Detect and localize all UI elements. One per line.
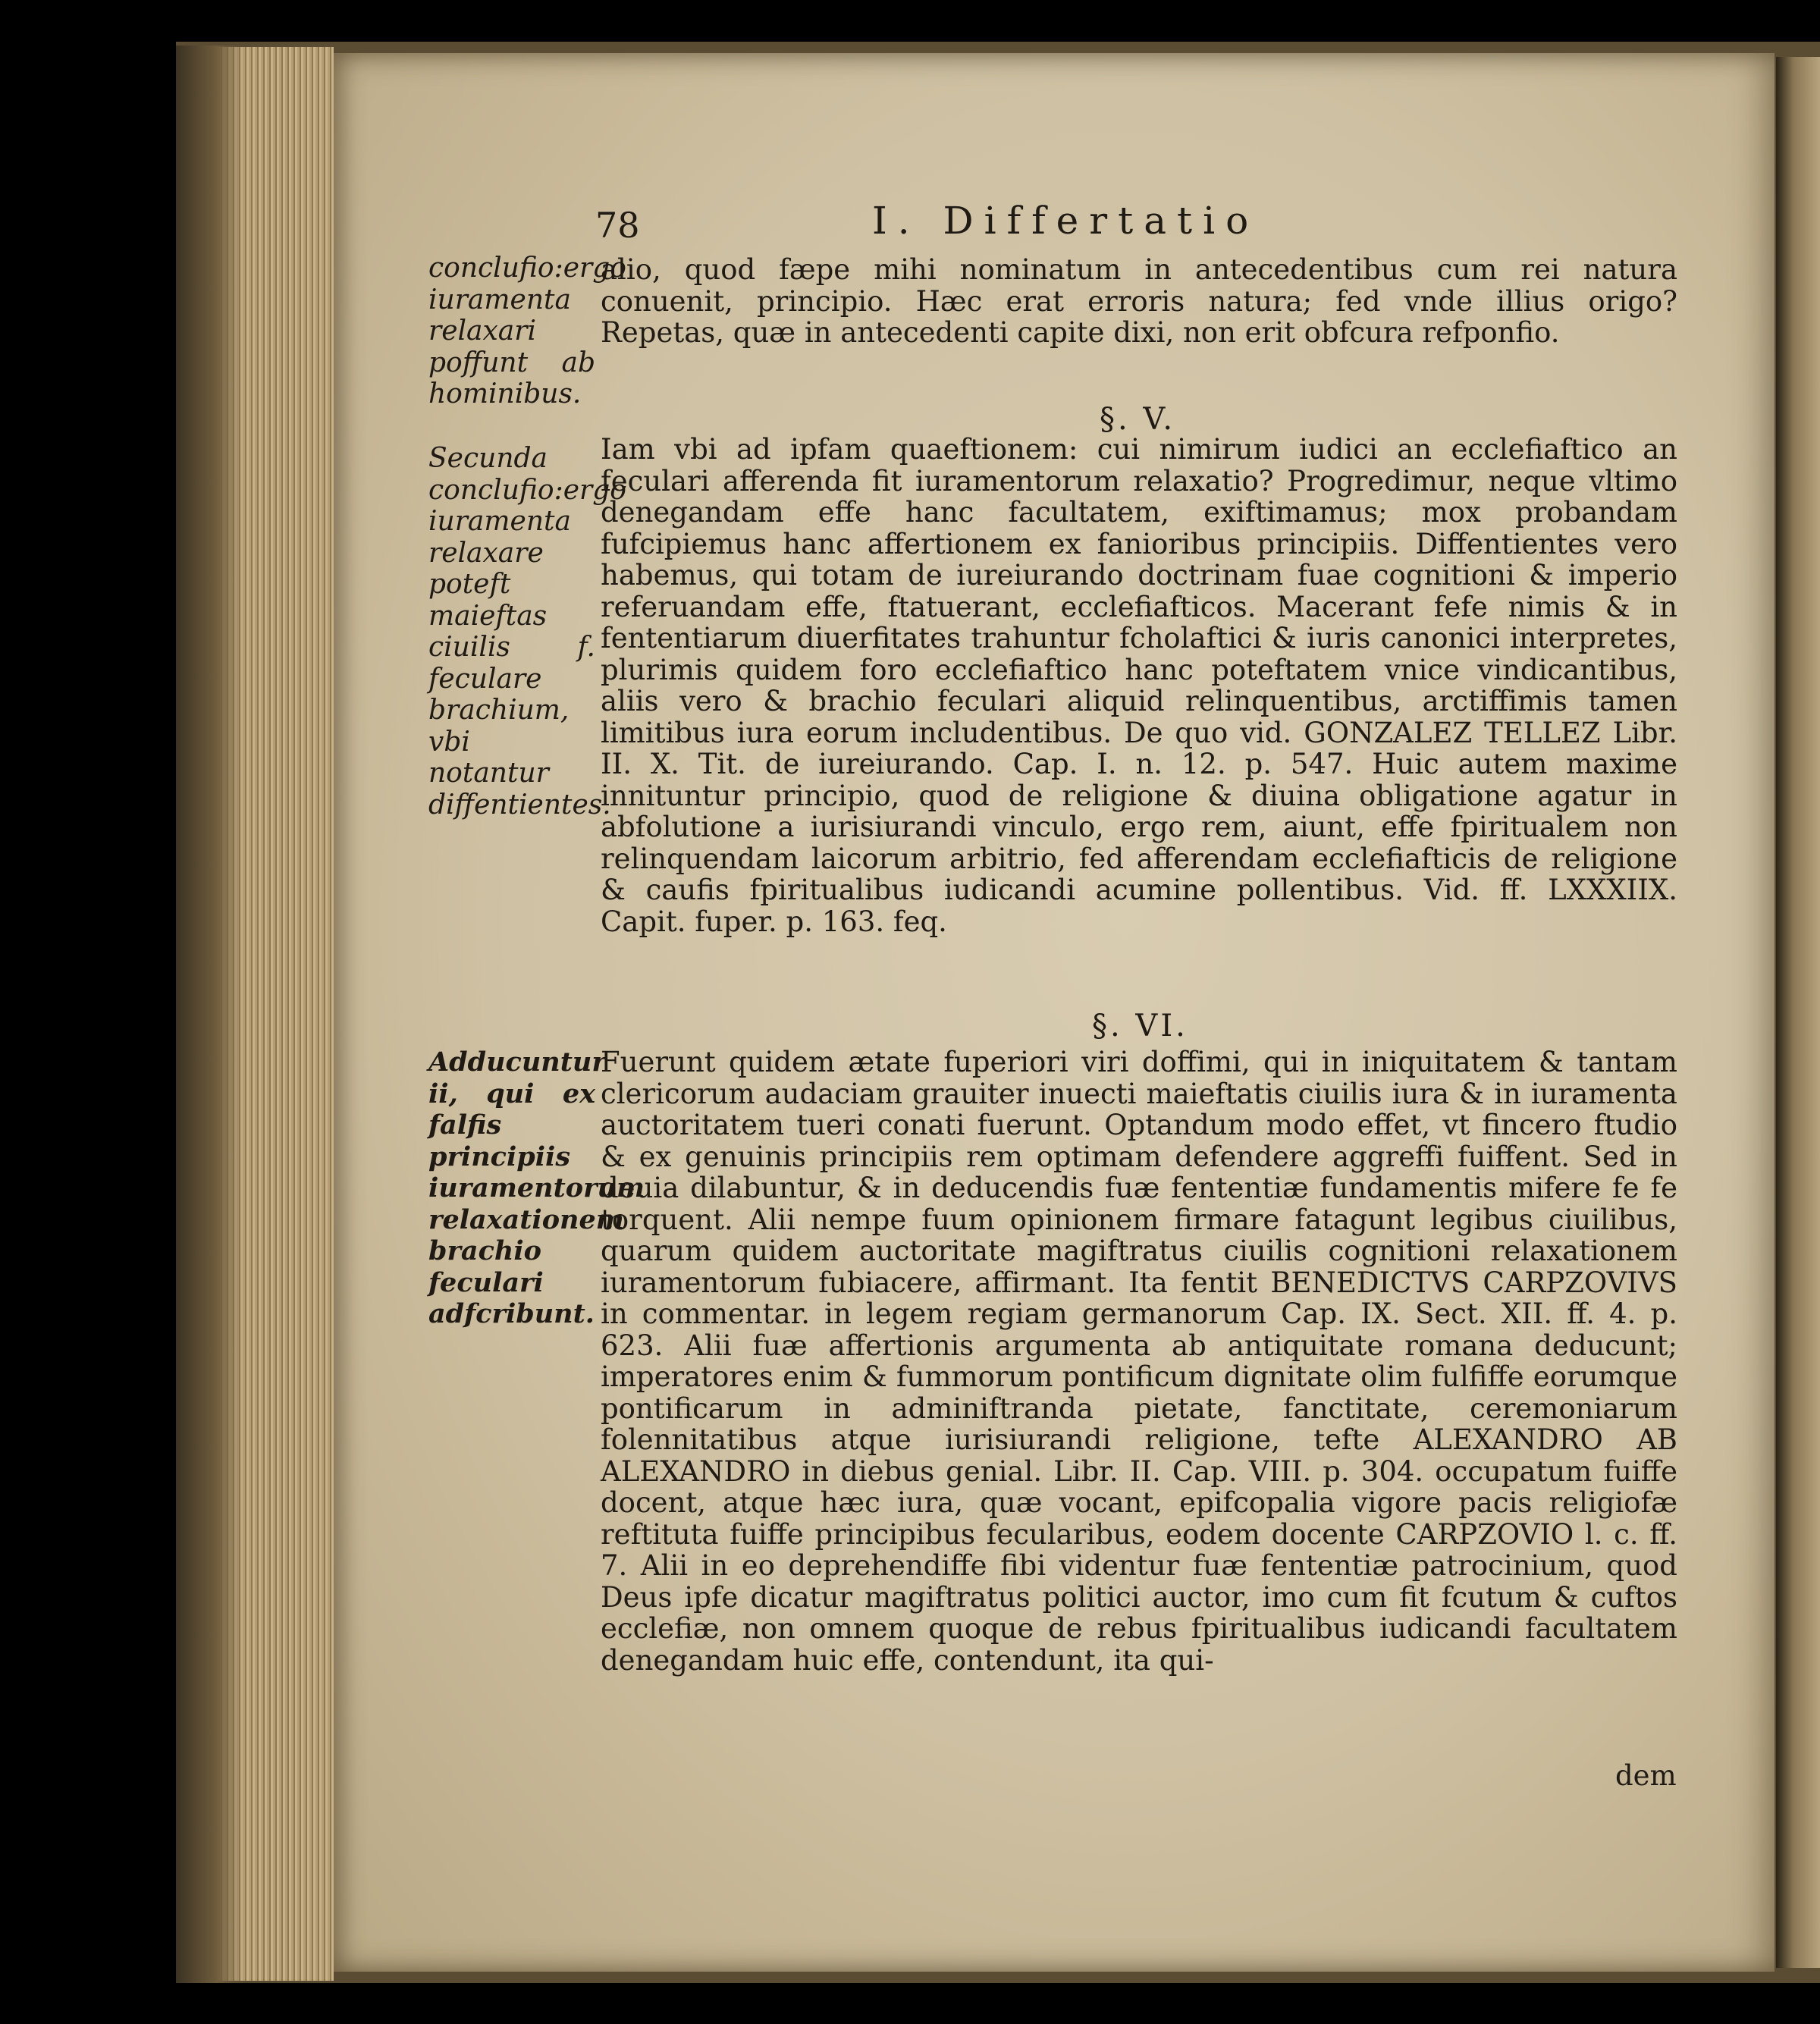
running-title: I. Differtatio <box>872 199 1260 243</box>
page-number: 78 <box>595 205 640 246</box>
margin-note-1: conclufio:ergo iuramenta relaxari poffunt ab hominibus. <box>428 253 626 410</box>
paragraph-1: alio, quod fæpe mihi nominatum in antecedentibus cum rei natura conuenit, principio. Hæc erat erroris natura; fed vnde illius origo? Repetas, quæ in antecedenti capite dixi, non erit obfcura refponfio. <box>601 253 1677 349</box>
catchword: dem <box>1615 1759 1677 1792</box>
facing-page-edge <box>1776 57 1820 1968</box>
binding-shadow <box>176 46 244 1983</box>
section-heading-vi: §. VI. <box>1092 1009 1188 1043</box>
margin-note-3: Adducuntur ii, qui ex falfis principiis iuramentorum relaxationem brachio feculari adfcribunt. <box>428 1047 645 1329</box>
section-heading-v: §. V. <box>1100 402 1176 437</box>
margin-note-2: Secunda conclufio:ergo iuramenta relaxare poteft maieftas ciuilis f. feculare brachium, vbi notantur diffentientes. <box>428 443 626 821</box>
paragraph-2: Iam vbi ad ipfam quaeftionem: cui nimirum iudici an ecclefiaftico an feculari afferenda fit iuramentorum relaxatio? Progredimur, neque vltimo denegandam effe hanc facultatem, exiftimamus; mox probandam fufcipiemus hanc affertionem ex fanioribus principiis. Diffentientes vero habemus, qui totam de iureiurando doctrinam fuae cognitioni & imperio referuandam effe, ftatuerant, ecclefiafticos. Macerant fefe nimis & in fententiarum diuerfitates trahuntur fcholaftici & iuris canonici interpretes, plurimis quidem foro ecclefiaftico hanc poteftatem vnice vindicantibus, aliis vero & brachio feculari aliquid relinquentibus, arctiffimis tamen limitibus iura eorum includentibus. De quo vid. GONZALEZ TELLEZ Libr. II. X. Tit. de iureiurando. Cap. I. n. 12. p. 547. Huic autem maxime innituntur principio, quod de religione & diuina obligatione agatur in abfolutione a iurisiurandi vinculo, ergo rem, aiunt, effe fpiritualem non relinquendam laicorum arbitrio, fed afferendam ecclefiafticis de religione & caufis fpiritualibus iudicandi acumine pollentibus. Vid. ff. LXXXIIX. Capit. fuper. p. 163. feq. <box>601 433 1677 938</box>
paragraph-3: Fuerunt quidem ætate fuperiori viri doffimi, qui in iniquitatem & tantam clericorum audaciam grauiter inuecti maieftatis ciuilis iura & in iuramenta auctoritatem tueri conati fuerunt. Optandum modo effet, vt fincero ftudio & ex genuinis principiis rem optimam defendere aggreffi fuiffent. Sed in deuia dilabuntur, & in deducendis fuæ fententiæ fundamentis mifere fe fe torquent. Alii nempe fuum opinionem firmare fatagunt legibus ciuilibus, quarum quidem auctoritate magiftratus ciuilis cognitioni relaxationem iuramentorum fubiacere, affirmant. Ita fentit BENEDICTVS CARPZOVIVS in commentar. in legem regiam germanorum Cap. IX. Sect. XII. ff. 4. p. 623. Alii fuæ affertionis argumenta ab antiquitate romana deducunt; imperatores enim & fummorum pontificum dignitate olim fulfiffe eorumque pontificarum in adminiftranda pietate, fanctitate, ceremoniarum folennitatibus atque iurisiurandi religione, tefte ALEXANDRO AB ALEXANDRO in diebus genial. Libr. II. Cap. VIII. p. 304. occupatum fuiffe docent, atque hæc iura, quæ vocant, epifcopalia vigore pacis religiofæ reftituta fuiffe principibus fecularibus, eodem docente CARPZOVIO l. c. ff. 7. Alii in eo deprehendiffe fibi videntur fuæ fententiæ patrocinium, quod Deus ipfe dicatur magiftratus politici auctor, imo cum fit fcutum & cuftos ecclefiæ, non omnem quoque de rebus fpiritualibus iudicandi facultatem denegandam huic effe, contendunt, ita qui- <box>601 1046 1677 1677</box>
